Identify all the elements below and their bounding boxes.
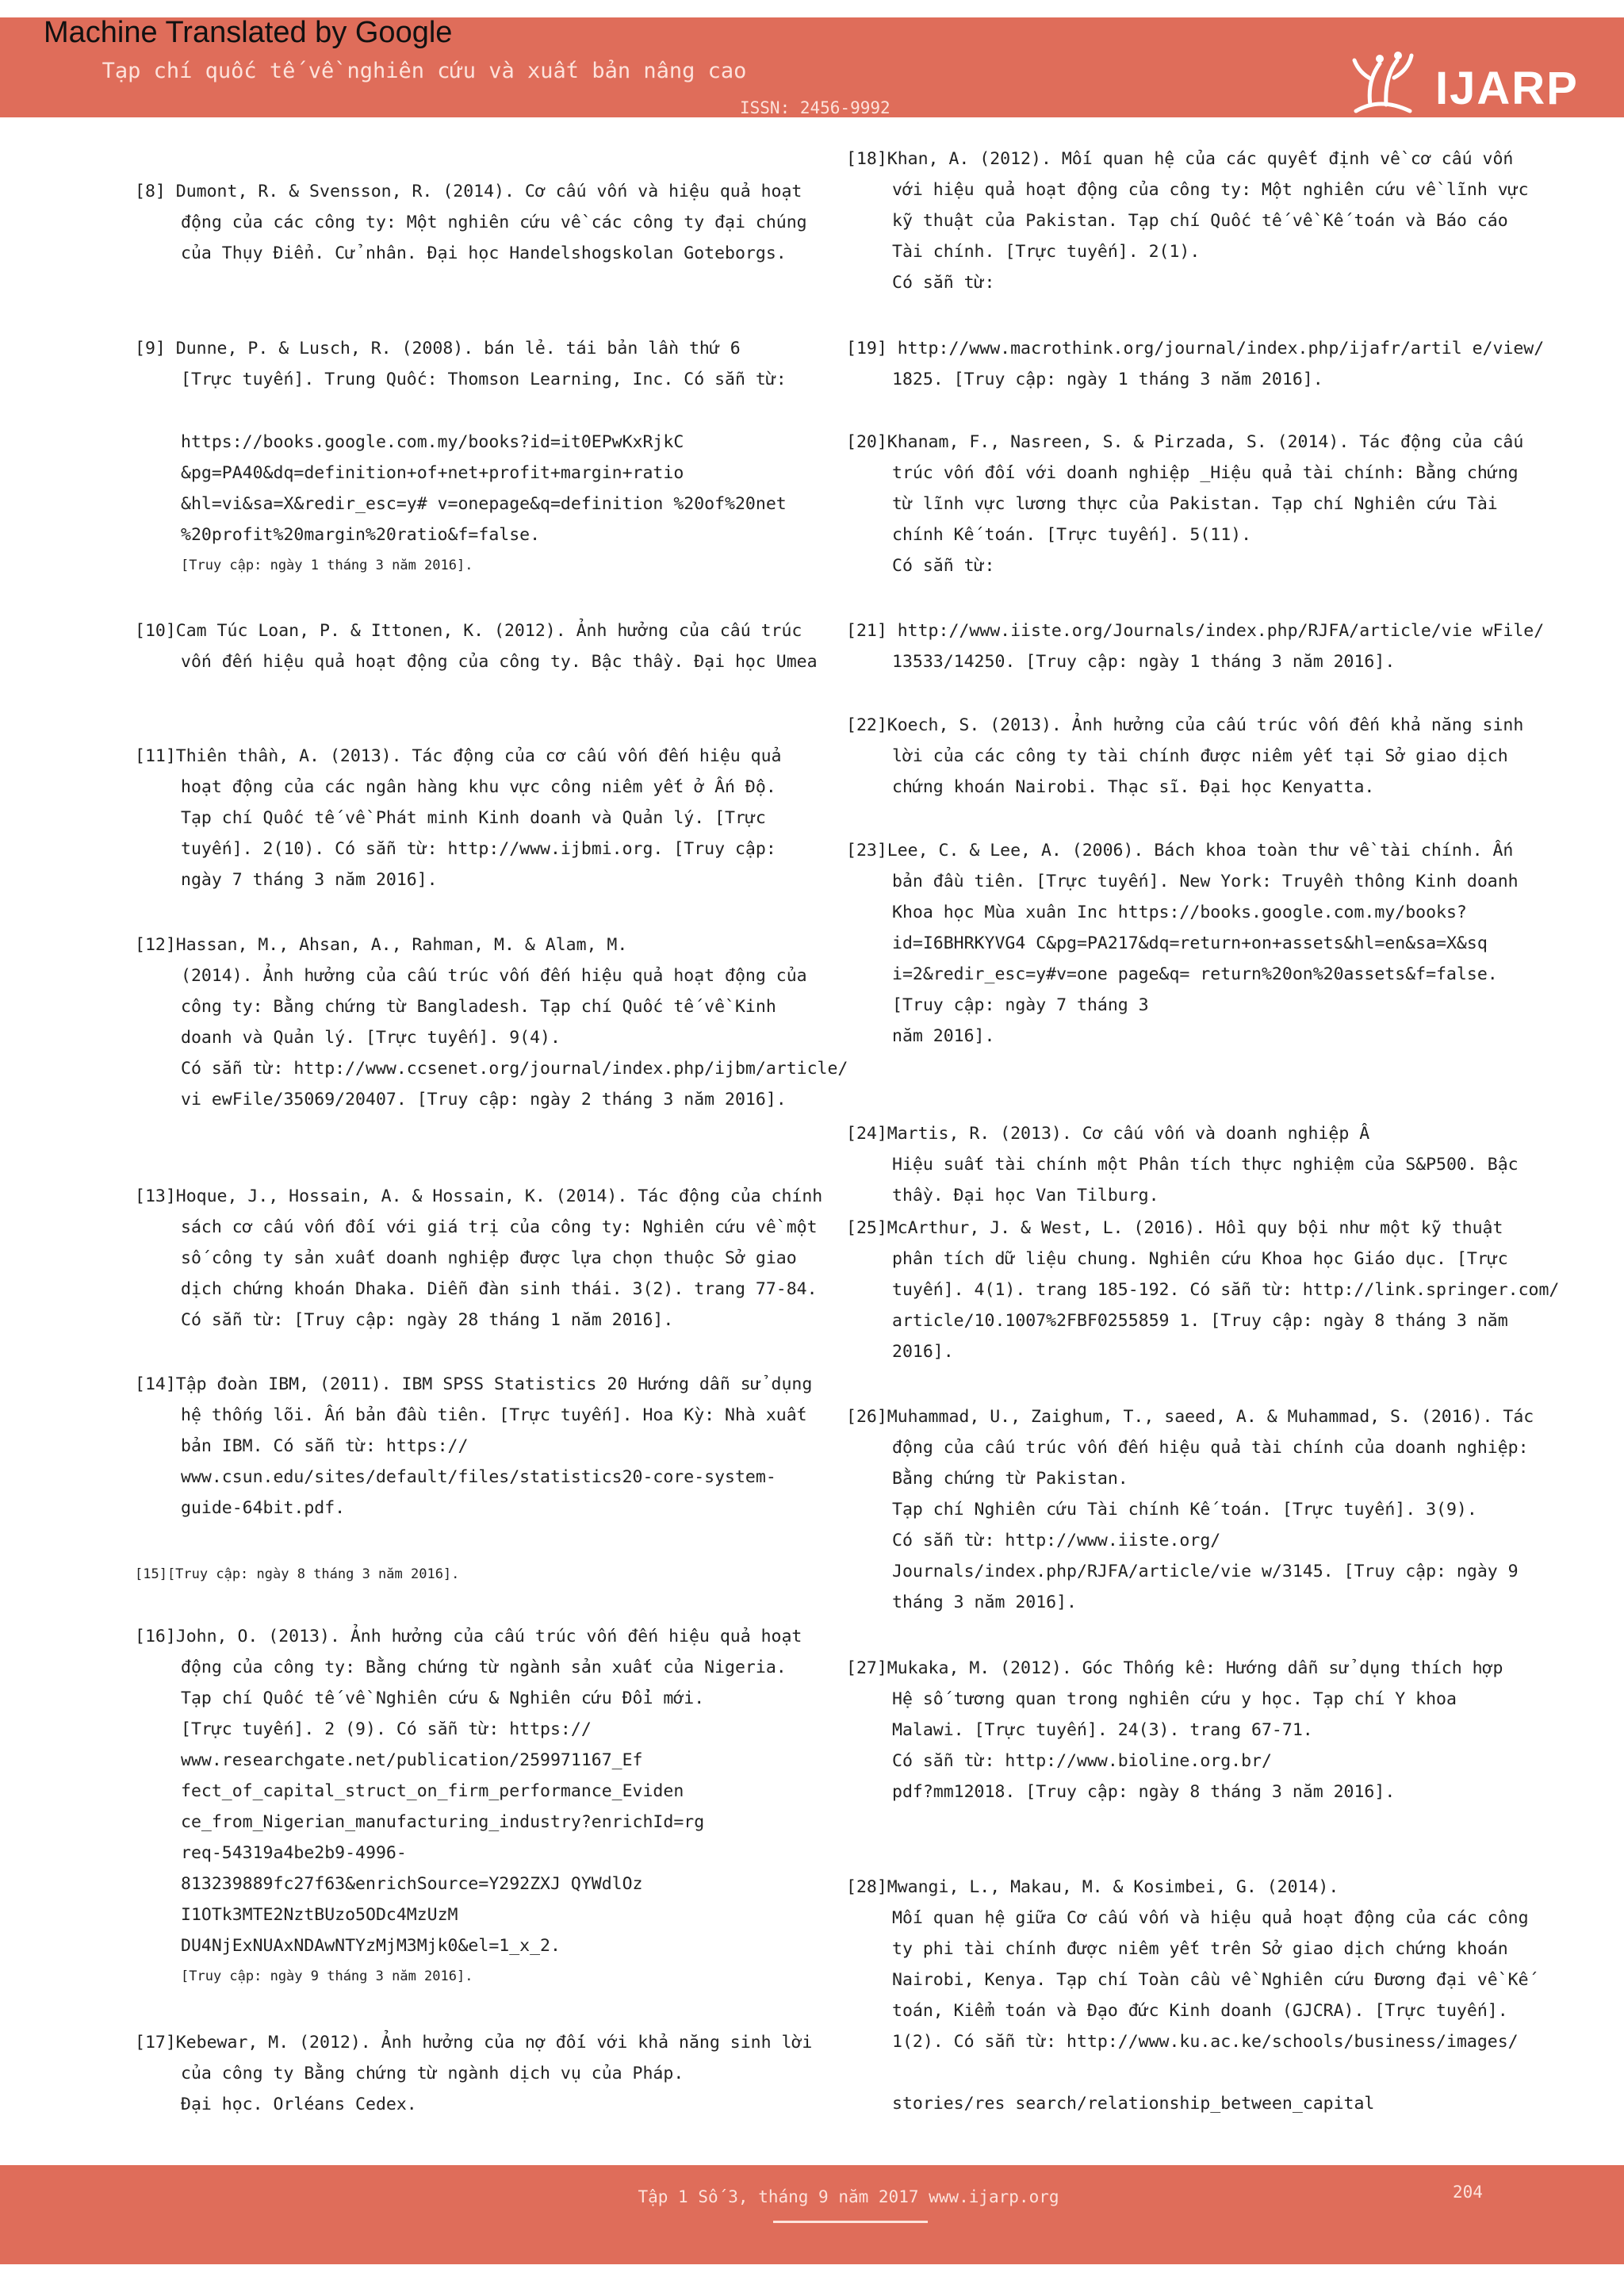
reference-line: năm 2016]. bbox=[892, 1026, 995, 1046]
reference-line: article/10.1007%2FBF0255859 1. [Truy cập: ngày 8 tháng 3 năm bbox=[892, 1311, 1508, 1331]
reference-line: vi ewFile/35069/20407. [Truy cập: ngày 2 tháng 3 năm 2016]. bbox=[181, 1090, 787, 1110]
reference-line: Có sẵn từ: [Truy cập: ngày 28 tháng 1 năm 2016]. bbox=[181, 1310, 674, 1330]
reference-line: của công ty Bằng chứng từ ngành dịch vụ của Pháp. bbox=[181, 2064, 684, 2083]
reference-item bbox=[846, 1118, 1519, 1211]
reference-item bbox=[846, 835, 1519, 1052]
reference-line: thầy. Đại học Van Tilburg. bbox=[892, 1186, 1159, 1205]
reference-line: hệ thống lõi. Ấn bản đầu tiên. [Trực tuyến]. Hoa Kỳ: Nhà xuất bbox=[181, 1405, 807, 1425]
reference-line: tháng 3 năm 2016]. bbox=[892, 1593, 1077, 1612]
reference-line: i=2&redir_esc=y#v=one page&q= return%20on%20assets&f=false. bbox=[892, 964, 1498, 984]
reference-item bbox=[846, 427, 1523, 581]
reference-line: [12]Hassan, M., Ahsan, A., Rahman, M. & Alam, M. bbox=[135, 935, 628, 955]
reference-item bbox=[135, 2027, 812, 2120]
reference-line: [27]Mukaka, M. (2012). Góc Thống kê: Hướng dẫn sử dụng thích hợp bbox=[846, 1658, 1503, 1678]
reference-item bbox=[846, 144, 1529, 298]
access-date: [Truy cập: ngày 1 tháng 3 năm 2016]. bbox=[181, 558, 473, 573]
reference-line: [20]Khanam, F., Nasreen, S. & Pirzada, S. (2014). Tác động của cấu bbox=[846, 432, 1524, 452]
access-date: [Truy cập: ngày 9 tháng 3 năm 2016]. bbox=[181, 1968, 473, 1984]
machine-translated-label: Machine Translated by Google bbox=[44, 16, 453, 49]
reference-line: [8] Dumont, R. & Svensson, R. (2014). Cơ cấu vốn và hiệu quả hoạt bbox=[135, 182, 802, 201]
reference-line: Bằng chứng từ Pakistan. bbox=[892, 1469, 1128, 1489]
reference-line: https://books.google.com.my/books?id=it0EPwKxRjkC bbox=[181, 432, 684, 452]
reference-line: [21] http://www.iiste.org/Journals/index.php/RJFA/article/vie wFile/ bbox=[846, 621, 1545, 641]
footer-divider bbox=[773, 2221, 928, 2223]
reference-line: [11]Thiên thần, A. (2013). Tác động của cơ cấu vốn đến hiệu quả bbox=[135, 746, 782, 766]
reference-line: [9] Dunne, P. & Lusch, R. (2008). bán lẻ. tái bản lần thứ 6 bbox=[135, 339, 741, 358]
reference-line: Khoa học Mùa xuân Inc https://books.google.com.my/books? bbox=[892, 903, 1467, 922]
reference-line: động của công ty: Bằng chứng từ ngành sản xuất của Nigeria. bbox=[181, 1658, 787, 1677]
reference-line: bản IBM. Có sẵn từ: https:// bbox=[181, 1436, 469, 1456]
reference-line: Hiệu suất tài chính một Phân tích thực nghiệm của S&P500. Bậc bbox=[892, 1155, 1519, 1175]
reference-line: [25]McArthur, J. & West, L. (2016). Hồi quy bội như một kỹ thuật bbox=[846, 1218, 1503, 1238]
reference-line: Tài chính. [Trực tuyến]. 2(1). bbox=[892, 242, 1201, 262]
reference-line: Có sẵn từ: http://www.ccsenet.org/journal/index.php/ijbm/article/ bbox=[181, 1059, 848, 1079]
reference-line: req-54319a4be2b9-4996- bbox=[181, 1843, 407, 1863]
footer-text: Tập 1 Số 3, tháng 9 năm 2017 www.ijarp.org bbox=[638, 2187, 1059, 2206]
reference-line: động của các công ty: Một nghiên cứu về các công ty đại chúng bbox=[181, 213, 807, 232]
reference-line: 13533/14250. [Truy cập: ngày 1 tháng 3 năm 2016]. bbox=[892, 652, 1396, 672]
reference-item bbox=[135, 427, 787, 581]
reference-line: (2014). Ảnh hưởng của cấu trúc vốn đến hiệu quả hoạt động của bbox=[181, 966, 807, 986]
reference-line: [26]Muhammad, U., Zaighum, T., saeed, A. & Muhammad, S. (2016). Tác bbox=[846, 1407, 1534, 1427]
reference-line: [24]Martis, R. (2013). Cơ cấu vốn và doanh nghiệp Â bbox=[846, 1124, 1370, 1144]
reference-item bbox=[135, 1621, 802, 1992]
reference-line: id=I6BHRKYVG4 C&pg=PA217&dq=return+on+assets&hl=en&sa=X&sq bbox=[892, 933, 1488, 953]
reference-line: phân tích dữ liệu chung. Nghiên cứu Khoa học Giáo dục. [Trực bbox=[892, 1249, 1508, 1269]
reference-item bbox=[135, 741, 781, 895]
reference-item bbox=[135, 1181, 822, 1336]
reference-line: www.csun.edu/sites/default/files/statistics20-core-system- bbox=[181, 1467, 776, 1487]
reference-line: &hl=vi&sa=X&redir_esc=y# v=onepage&q=definition %20of%20net bbox=[181, 494, 787, 514]
reference-line: [10]Cam Túc Loan, P. & Ittonen, K. (2012). Ảnh hưởng của cấu trúc bbox=[135, 621, 802, 641]
reference-line: với hiệu quả hoạt động của công ty: Một nghiên cứu về lĩnh vực bbox=[892, 180, 1529, 200]
reference-line: 1(2). Có sẵn từ: http://www.ku.ac.ke/schools/business/images/ bbox=[892, 2032, 1519, 2052]
reference-line: &pg=PA40&dq=definition+of+net+profit+margin+ratio bbox=[181, 463, 684, 483]
reference-item bbox=[846, 615, 1544, 677]
reference-line bbox=[846, 2057, 1529, 2088]
reference-item bbox=[846, 1653, 1503, 1807]
reference-line: Tạp chí Quốc tế về Nghiên cứu & Nghiên cứu Đổi mới. bbox=[181, 1688, 705, 1708]
reference-line: trúc vốn đối với doanh nghiệp _Hiệu quả tài chính: Bằng chứng bbox=[892, 463, 1519, 483]
journal-footer-band bbox=[0, 2165, 1624, 2264]
reference-line: fect_of_capital_struct_on_firm_performance_Eviden bbox=[181, 1781, 684, 1801]
reference-item bbox=[846, 710, 1523, 803]
reference-item bbox=[846, 1401, 1534, 1618]
reference-line: Tạp chí Quốc tế về Phát minh Kinh doanh và Quản lý. [Trực bbox=[181, 808, 766, 828]
reference-line: stories/res search/relationship_between_capital bbox=[892, 2094, 1375, 2114]
reference-line: %20profit%20margin%20ratio&f=false. bbox=[181, 525, 541, 545]
reference-line: 1825. [Truy cập: ngày 1 tháng 3 năm 2016]. bbox=[892, 370, 1323, 389]
reference-line: Mối quan hệ giữa Cơ cấu vốn và hiệu quả hoạt động của các công bbox=[892, 1908, 1529, 1928]
reference-line: [17]Kebewar, M. (2012). Ảnh hưởng của nợ đối với khả năng sinh lời bbox=[135, 2033, 813, 2053]
reference-item bbox=[846, 1213, 1559, 1367]
reference-line: số công ty sản xuất doanh nghiệp được lựa chọn thuộc Sở giao bbox=[181, 1248, 797, 1268]
reference-line: pdf?mm12018. [Truy cập: ngày 8 tháng 3 năm 2016]. bbox=[892, 1782, 1396, 1802]
reference-line: [28]Mwangi, L., Makau, M. & Kosimbei, G. (2014). bbox=[846, 1877, 1339, 1897]
reference-line: Journals/index.php/RJFA/article/vie w/3145. [Truy cập: ngày 9 bbox=[892, 1562, 1519, 1581]
reference-line: tuyến]. 2(10). Có sẵn từ: http://www.ijbmi.org. [Truy cập: bbox=[181, 839, 776, 859]
reference-line: tuyến]. 4(1). trang 185-192. Có sẵn từ: http://link.springer.com/ bbox=[892, 1280, 1560, 1300]
reference-item bbox=[135, 615, 818, 677]
reference-line: ngày 7 tháng 3 năm 2016]. bbox=[181, 870, 438, 890]
reference-line: sách cơ cấu vốn đối với giá trị của công ty: Nghiên cứu về một bbox=[181, 1217, 818, 1237]
reference-item bbox=[135, 176, 807, 269]
reference-line: ty phi tài chính được niêm yết trên Sở giao dịch chứng khoán bbox=[892, 1939, 1508, 1959]
reference-item bbox=[135, 930, 848, 1115]
reference-line: Đại học. Orléans Cedex. bbox=[181, 2095, 417, 2114]
reference-line: 2016]. bbox=[892, 1342, 954, 1362]
issn: ISSN: 2456-9992 bbox=[740, 98, 891, 117]
reference-line: từ lĩnh vực lương thực của Pakistan. Tạp chí Nghiên cứu Tài bbox=[892, 494, 1498, 514]
reference-line: ce_from_Nigerian_manufacturing_industry?enrichId=rg bbox=[181, 1812, 705, 1832]
logo-text: IJARP bbox=[1435, 63, 1579, 114]
reference-line: I1OTk3MTE2NztBUzo5ODc4MzUzM bbox=[181, 1905, 458, 1925]
reference-line: [16]John, O. (2013). Ảnh hưởng của cấu trúc vốn đến hiệu quả hoạt bbox=[135, 1627, 802, 1646]
reference-line: Có sẵn từ: bbox=[892, 273, 995, 293]
reference-line: [22]Koech, S. (2013). Ảnh hưởng của cấu trúc vốn đến khả năng sinh bbox=[846, 715, 1524, 735]
reference-line: lời của các công ty tài chính được niêm yết tại Sở giao dịch bbox=[892, 746, 1508, 766]
reference-line: chứng khoán Nairobi. Thạc sĩ. Đại học Kenyatta. bbox=[892, 777, 1375, 797]
reference-line: kỹ thuật của Pakistan. Tạp chí Quốc tế về Kế toán và Báo cáo bbox=[892, 211, 1508, 231]
reference-line: hoạt động của các ngân hàng khu vực công niêm yết ở Ấn Độ. bbox=[181, 777, 776, 797]
reference-line: của Thụy Điển. Cử nhân. Đại học Handelshogskolan Goteborgs. bbox=[181, 243, 787, 263]
reference-line: doanh và Quản lý. [Trực tuyến]. 9(4). bbox=[181, 1028, 561, 1048]
journal-title: Tạp chí quốc tế về nghiên cứu và xuất bản nâng cao bbox=[102, 59, 747, 83]
reference-line: Nairobi, Kenya. Tạp chí Toàn cầu về Nghiên cứu Đương đại về Kế bbox=[892, 1970, 1529, 1990]
reference-item bbox=[846, 333, 1544, 395]
reference-line: [14]Tập đoàn IBM, (2011). IBM SPSS Statistics 20 Hướng dẫn sử dụng bbox=[135, 1374, 813, 1394]
reference-item bbox=[135, 1369, 812, 1524]
reference-line: www.researchgate.net/publication/259971167_Ef bbox=[181, 1750, 643, 1770]
page-number: 204 bbox=[1453, 2183, 1483, 2202]
reference-line: dịch chứng khoán Dhaka. Diễn đàn sinh thái. 3(2). trang 77-84. bbox=[181, 1279, 818, 1299]
reference-line: [23]Lee, C. & Lee, A. (2006). Bách khoa toàn thư về tài chính. Ấn bbox=[846, 841, 1514, 861]
reference-line: động của cấu trúc vốn đến hiệu quả tài chính của doanh nghiệp: bbox=[892, 1438, 1529, 1458]
reference-line: Malawi. [Trực tuyến]. 24(3). trang 67-71. bbox=[892, 1720, 1313, 1740]
reference-item bbox=[135, 1559, 459, 1590]
reference-line: [Trực tuyến]. 2 (9). Có sẵn từ: https:// bbox=[181, 1719, 592, 1739]
reference-line: [19] http://www.macrothink.org/journal/index.php/ijafr/artil e/view/ bbox=[846, 339, 1545, 358]
reference-line: Có sẵn từ: http://www.bioline.org.br/ bbox=[892, 1751, 1272, 1771]
reference-line: [18]Khan, A. (2012). Mối quan hệ của các quyết định về cơ cấu vốn bbox=[846, 149, 1514, 169]
reference-line: DU4NjExNUAxNDAwNTYzMjM3Mjk0&el=1_x_2. bbox=[181, 1936, 561, 1956]
reference-line: [Truy cập: ngày 7 tháng 3 bbox=[892, 995, 1149, 1015]
reference-line: Có sẵn từ: bbox=[892, 556, 995, 576]
reference-line: bản đầu tiên. [Trực tuyến]. New York: Truyền thông Kinh doanh bbox=[892, 872, 1519, 891]
reference-item bbox=[135, 333, 787, 395]
reference-line: Hệ số tương quan trong nghiên cứu y học. Tạp chí Y khoa bbox=[892, 1689, 1457, 1709]
access-date: [15][Truy cập: ngày 8 tháng 3 năm 2016]. bbox=[135, 1566, 460, 1582]
reference-line: Tạp chí Nghiên cứu Tài chính Kế toán. [Trực tuyến]. 3(9). bbox=[892, 1500, 1477, 1520]
reference-item bbox=[846, 1872, 1529, 2119]
reference-line: công ty: Bằng chứng từ Bangladesh. Tạp chí Quốc tế về Kinh bbox=[181, 997, 776, 1017]
reference-line: Có sẵn từ: http://www.iiste.org/ bbox=[892, 1531, 1221, 1550]
reference-line: guide-64bit.pdf. bbox=[181, 1498, 346, 1518]
reference-line: [13]Hoque, J., Hossain, A. & Hossain, K. (2014). Tác động của chính bbox=[135, 1186, 823, 1206]
reference-line: chính Kế toán. [Trực tuyến]. 5(11). bbox=[892, 525, 1252, 545]
reference-line: [Trực tuyến]. Trung Quốc: Thomson Learning, Inc. Có sẵn từ: bbox=[181, 370, 787, 389]
reference-line: toán, Kiểm toán và Đạo đức Kinh doanh (GJCRA). [Trực tuyến]. bbox=[892, 2001, 1508, 2021]
reference-line: 813239889fc27f63&enrichSource=Y292ZXJ QYWdlOz bbox=[181, 1874, 643, 1894]
reference-line: vốn đến hiệu quả hoạt động của công ty. Bậc thầy. Đại học Umea bbox=[181, 652, 818, 672]
